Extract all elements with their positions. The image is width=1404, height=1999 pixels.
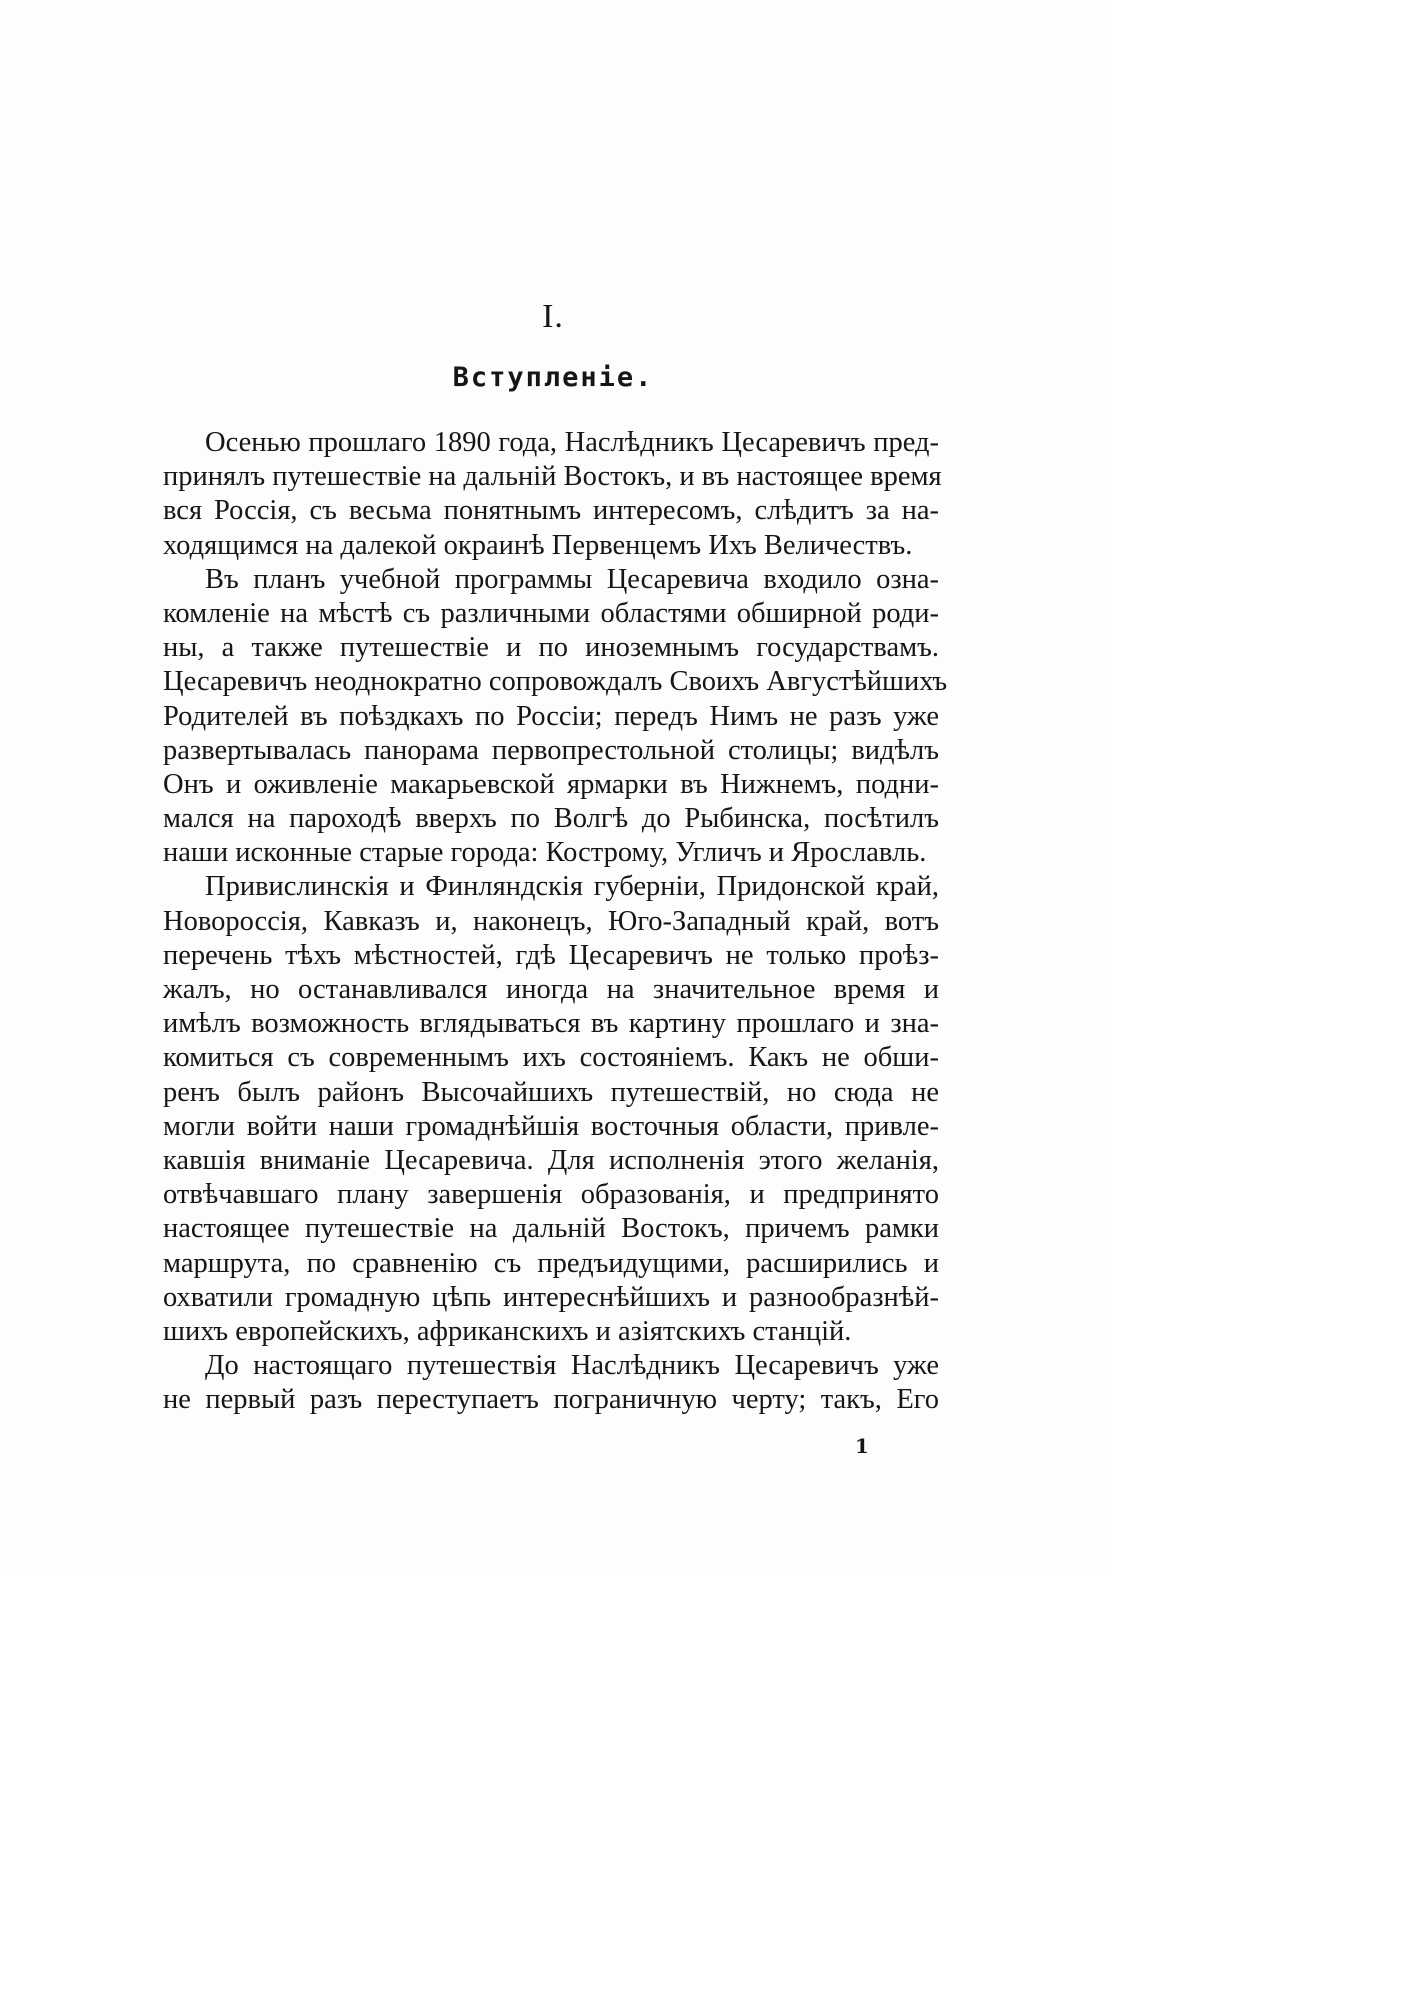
text-line: Онъ и оживленіе макарьевской ярмарки въ Нижнемъ, подни- (163, 768, 939, 800)
text-line: Привислинскія и Финляндскія губерніи, Придонской край, (205, 871, 939, 903)
text-line: настоящее путешествіе на дальній Востокъ, причемъ рамки (163, 1213, 939, 1245)
text-line: комиться съ современнымъ ихъ состояніемъ. Какъ не обши- (163, 1042, 939, 1074)
text-line: маршрута, по сравненію съ предъидущими, расширились и (163, 1247, 939, 1279)
text-line: Осенью прошлаго 1890 года, Наслѣдникъ Цесаревичъ пред- (205, 427, 939, 458)
text-line: ренъ былъ районъ Высочайшихъ путешествій, но сюда не (163, 1076, 939, 1108)
text-line: перечень тѣхъ мѣстностей, гдѣ Цесаревичъ не только проѣз- (163, 939, 939, 971)
page-number: 1 (855, 1434, 869, 1458)
text-line: ходящимся на далекой окраинѣ Первенцемъ Ихъ Величествъ. (163, 529, 913, 561)
text-line: принялъ путешествіе на дальній Востокъ, и въ настоящее время (163, 461, 942, 493)
text-line: кавшія вниманіе Цесаревича. Для исполненія этого желанія, (163, 1144, 939, 1176)
chapter-title: Вступленіе. (452, 362, 654, 393)
text-line: отвѣчавшаго плану завершенія образованія, и предпринято (163, 1179, 939, 1211)
text-line: Новороссія, Кавказъ и, наконецъ, Юго-Западный край, вотъ (163, 905, 939, 937)
body-text (163, 426, 948, 1417)
text-line: шихъ европейскихъ, африканскихъ и азіятскихъ станцій. (163, 1315, 852, 1347)
text-line: имѣлъ возможность вглядываться въ картину прошлаго и зна- (163, 1008, 939, 1040)
text-line: не первый разъ переступаетъ пограничную черту; такъ, Его (163, 1384, 939, 1416)
text-line: Въ планъ учебной программы Цесаревича входило озна- (205, 563, 939, 595)
text-line: ны, а также путешествіе и по иноземнымъ государствамъ. (163, 632, 939, 664)
text-line: охватили громадную цѣпь интереснѣйшихъ и разнообразнѣй- (163, 1281, 939, 1313)
text-line: До настоящаго путешествія Наслѣдникъ Цесаревичъ уже (205, 1350, 939, 1382)
text-line: жалъ, но останавливался иногда на значительное время и (163, 974, 939, 1005)
text-line: Цесаревичъ неоднократно сопровождалъ Своихъ Августѣйшихъ (163, 666, 948, 698)
chapter-number: I. (542, 298, 564, 335)
text-line: вся Россія, съ весьма понятнымъ интересомъ, слѣдитъ за на- (163, 495, 939, 527)
text-line: могли войти наши громаднѣйшія восточныя области, привле- (163, 1110, 939, 1142)
text-line: развертывалась панорама первопрестольной столицы; видѣлъ (163, 734, 939, 766)
text-line: комленіе на мѣстѣ съ различными областями обширной роди- (163, 597, 939, 629)
text-line: мался на пароходѣ вверхъ по Волгѣ до Рыбинска, посѣтилъ (163, 803, 939, 835)
text-line: наши исконные старые города: Кострому, Угличъ и Ярославль. (163, 837, 927, 869)
text-line: Родителей въ поѣздкахъ по Россіи; передъ Нимъ не разъ уже (163, 700, 939, 732)
